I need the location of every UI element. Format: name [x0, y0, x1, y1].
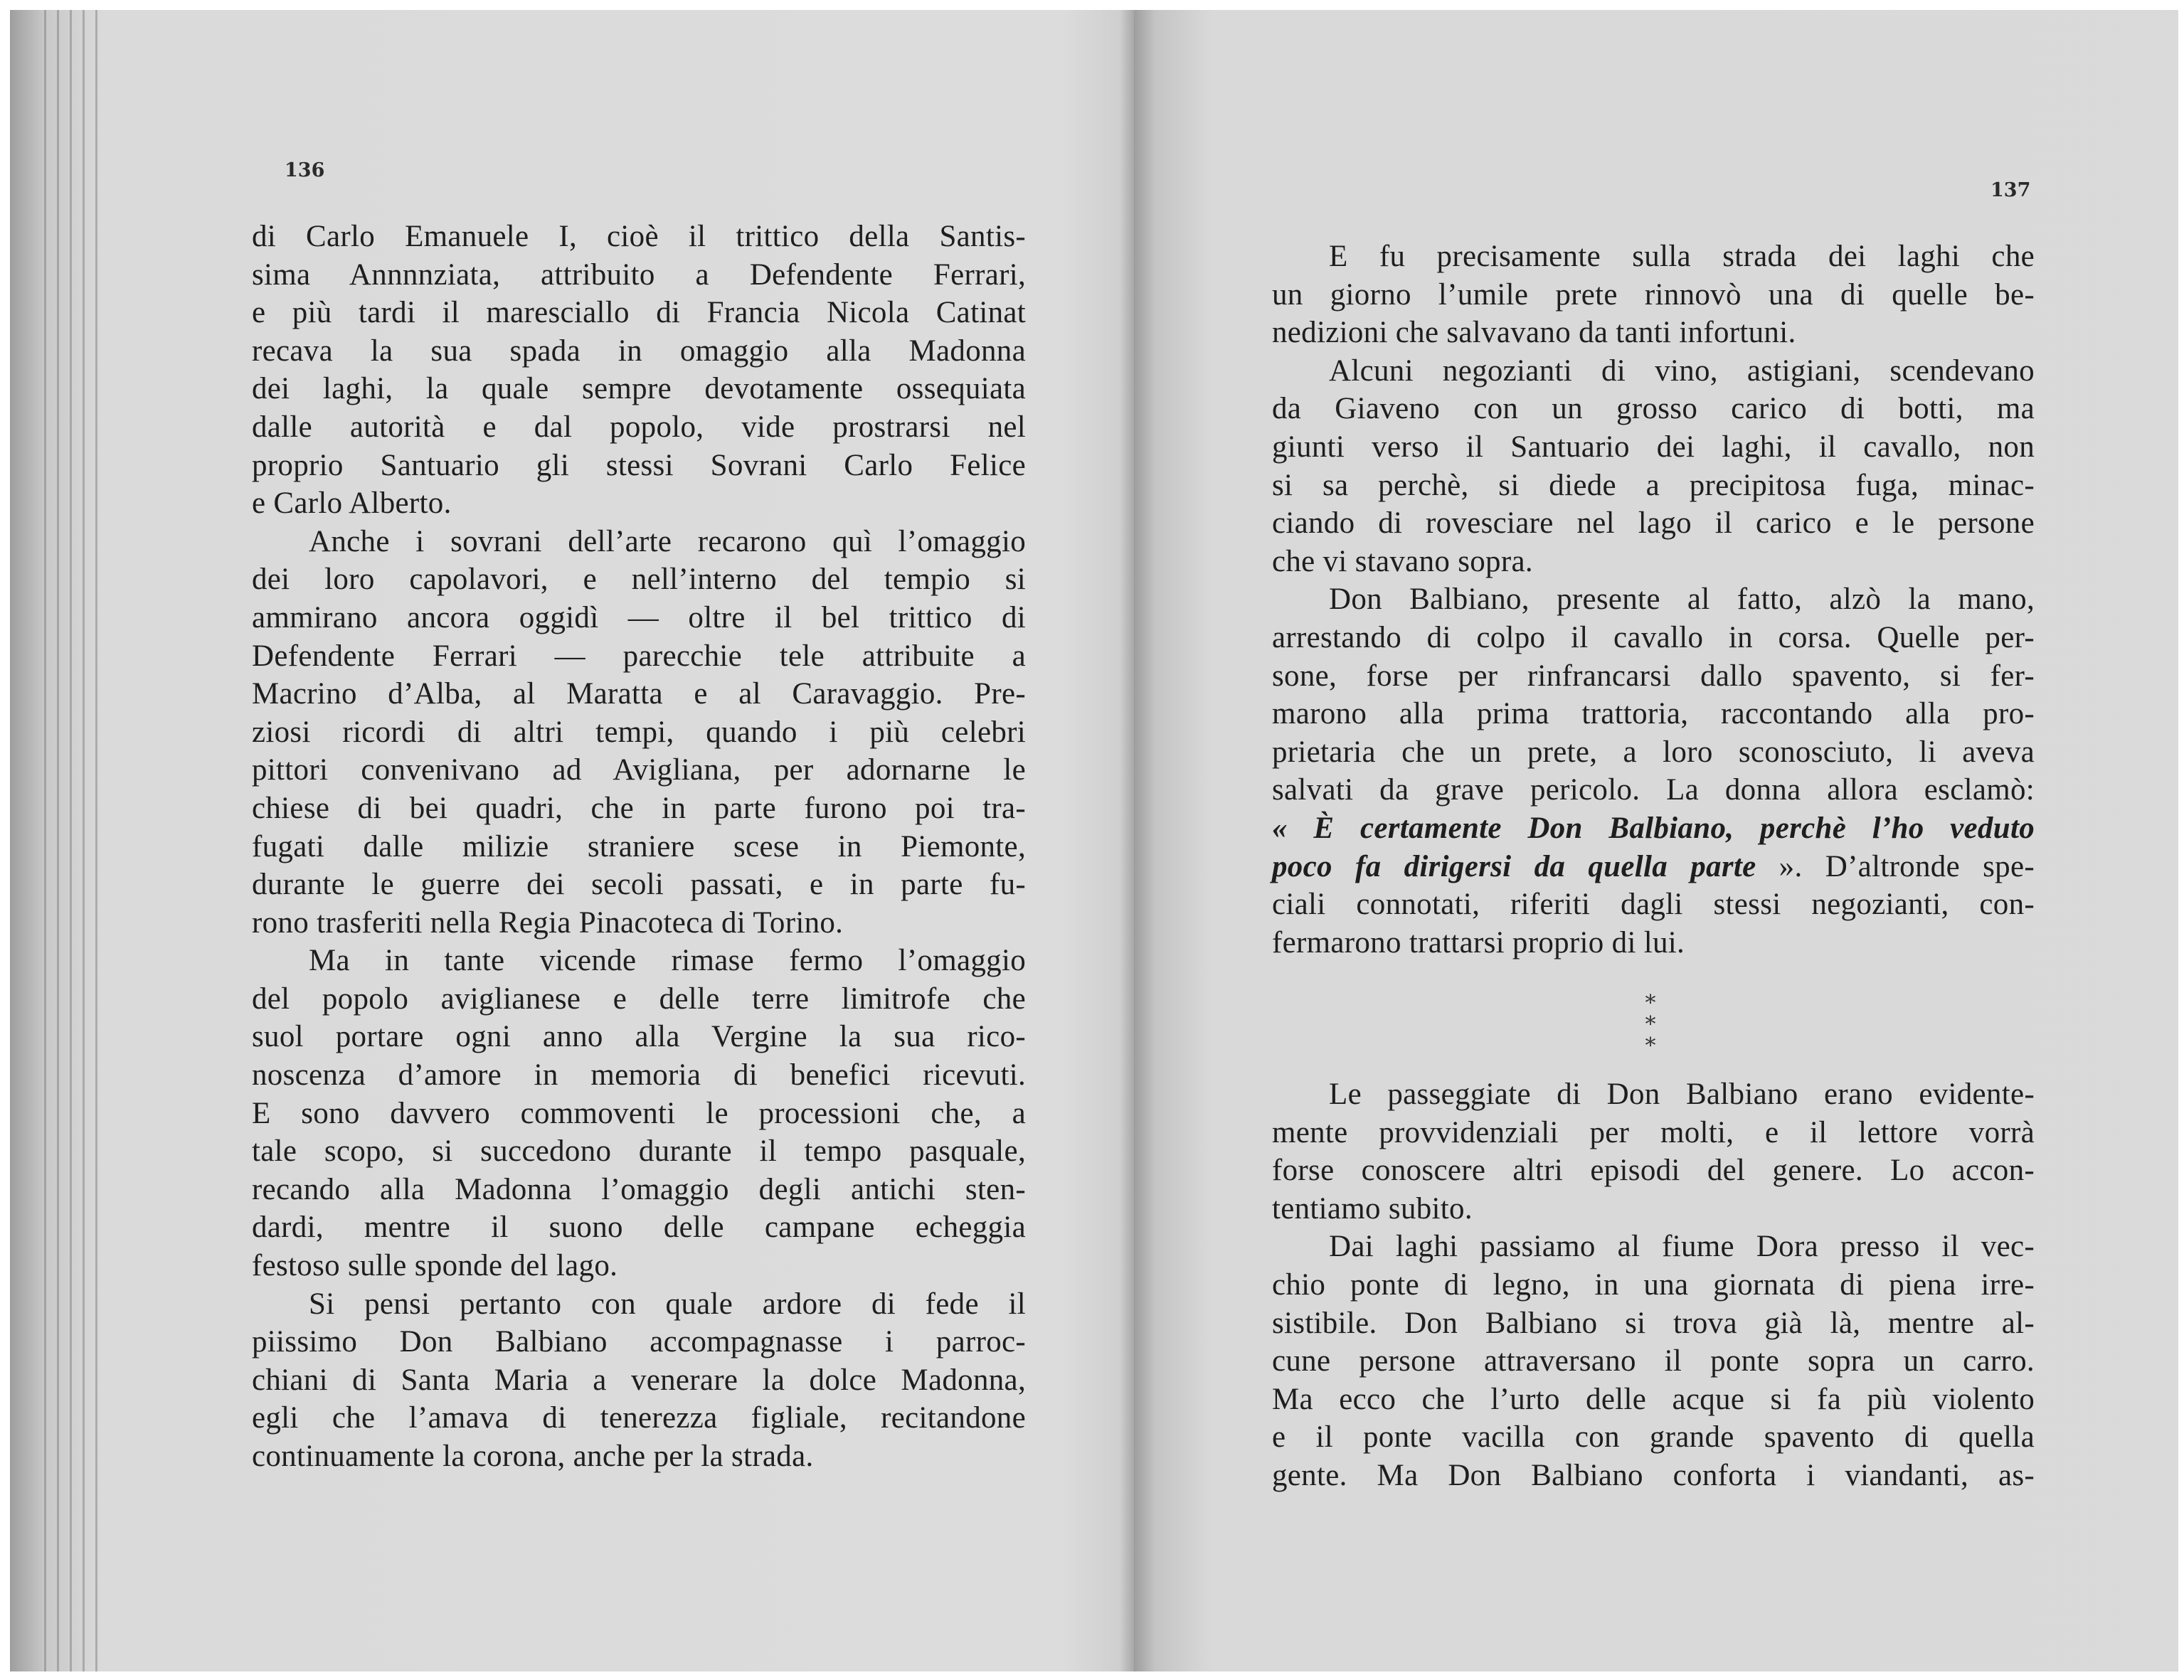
text-line: piissimo Don Balbiano accompagnasse i parroc-	[252, 1325, 1026, 1359]
text-line: chiese di bei quadri, che in parte furono poi tra-	[252, 791, 1026, 825]
text-line: tentiamo subito.	[1272, 1191, 1473, 1226]
text-line: E fu precisamente sulla strada dei laghi che	[1329, 240, 2035, 273]
text-line: Don Balbiano, presente al fatto, alzò la mano,	[1329, 583, 2035, 617]
text-line: durante le guerre dei secoli passati, e in parte fu-	[252, 868, 1026, 902]
text-line	[1272, 848, 2035, 886]
text-line: Anche i sovrani dell’arte recarono quì l’omaggio	[309, 524, 1026, 558]
text-line: un giorno l’umile prete rinnovò una di quelle be-	[1272, 277, 2035, 312]
text-line-rest: ». D’altronde spe-	[1756, 849, 2035, 883]
text-line: del popolo aviglianese e delle terre limitrofe che	[252, 982, 1026, 1016]
page-edges	[44, 10, 108, 1671]
text-line: Alcuni negozianti di vino, astigiani, scendevano	[1329, 353, 2035, 388]
text-line: dei laghi, la quale sempre devotamente ossequiata	[252, 372, 1026, 406]
text-line: fermarono trattarsi proprio di lui.	[1272, 925, 1685, 959]
text-line: Si pensi pertanto con quale ardore di fede il	[309, 1287, 1026, 1321]
text-line: chio ponte di legno, in una giornata di piena irre-	[1272, 1267, 2035, 1302]
text-line: Dai laghi passiamo al fiume Dora presso il vec-	[1329, 1230, 2035, 1264]
asterism-separator: * * *	[1645, 991, 1673, 1058]
text-line: continuamente la corona, anche per la strada.	[252, 1440, 814, 1473]
text-line: chiani di Santa Maria a venerare la dolce Madonna,	[252, 1363, 1026, 1397]
right-page-text-bottom	[1272, 1075, 2035, 1495]
text-line: « È certamente Don Balbiano, perchè l’ho veduto	[1272, 811, 2035, 845]
text-line: dalle autorità e dal popolo, vide prostrarsi nel	[252, 410, 1026, 444]
text-line: e più tardi il maresciallo di Francia Nicola Catinat	[252, 296, 1026, 330]
text-line: fugati dalle milizie straniere scese in Piemonte,	[252, 829, 1026, 863]
text-line: sima Annnnziata, attribuito a Defendente Ferrari,	[252, 257, 1026, 292]
text-line: Macrino d’Alba, al Maratta e al Caravaggio. Pre-	[252, 677, 1026, 711]
text-line: di Carlo Emanuele I, cioè il trittico della Santis-	[252, 220, 1026, 253]
text-line: Le passeggiate di Don Balbiano erano evidente-	[1329, 1078, 2035, 1111]
text-line: cune persone attraversano il ponte sopra un carro.	[1272, 1344, 2035, 1378]
left-page-number: 136	[285, 159, 325, 181]
text-line: pittori convenivano ad Avigliana, per adornarne le	[252, 753, 1026, 787]
left-page-text	[252, 218, 1026, 1476]
text-line: Defendente Ferrari — parecchie tele attribuite a	[252, 639, 1026, 673]
text-line: ciando di rovesciare nel lago il carico e le persone	[1272, 506, 2035, 541]
text-line: proprio Santuario gli stessi Sovrani Carlo Felice	[252, 448, 1026, 482]
text-line: salvati da grave pericolo. La donna allora esclamò:	[1272, 773, 2035, 807]
text-line: suol portare ogni anno alla Vergine la sua rico-	[252, 1020, 1026, 1054]
text-line: egli che l’amava di tenerezza figliale, recitandone	[252, 1401, 1026, 1435]
text-line: nedizioni che salvavano da tanti infortuni.	[1272, 316, 1796, 350]
text-line: recando alla Madonna l’omaggio degli antichi sten-	[252, 1172, 1026, 1206]
right-page-number: 137	[1990, 179, 2031, 201]
right-page-text-top	[1272, 238, 2035, 962]
text-line: ciali connotati, riferiti dagli stessi negozianti, con-	[1272, 888, 2035, 922]
text-line: ammirano ancora oggidì — oltre il bel trittico di	[252, 600, 1026, 634]
text-line: prietaria che un prete, a loro sconosciuto, li aveva	[1272, 735, 2035, 769]
text-line: e il ponte vacilla con grande spavento di quella	[1272, 1420, 2035, 1455]
text-line: dardi, mentre il suono delle campane echeggia	[252, 1211, 1026, 1245]
text-line: dei loro capolavori, e nell’interno del tempio si	[252, 563, 1026, 597]
text-line: Ma in tante vicende rimase fermo l’omaggio	[309, 944, 1026, 978]
text-line: Ma ecco che l’urto delle acque si fa più violento	[1272, 1382, 2035, 1416]
text-line: sone, forse per rinfrancarsi dallo spavento, si fer-	[1272, 659, 2035, 693]
text-line: da Giaveno con un grosso carico di botti, ma	[1272, 392, 2035, 426]
text-line: noscenza d’amore in memoria di benefici ricevuti.	[252, 1058, 1026, 1092]
text-line: recava la sua spada in omaggio alla Madonna	[252, 334, 1026, 368]
text-line: gente. Ma Don Balbiano conforta i viandanti, as-	[1272, 1458, 2035, 1492]
italic-quote: poco fa dirigersi da quella parte	[1272, 849, 1756, 883]
text-line: mente provvidenziali per molti, e il lettore vorrà	[1272, 1115, 2035, 1149]
text-line: rono trasferiti nella Regia Pinacoteca di Torino.	[252, 905, 844, 940]
text-line: forse conoscere altri episodi del genere. Lo accon-	[1272, 1154, 2035, 1188]
text-line: giunti verso il Santuario dei laghi, il cavallo, non	[1272, 430, 2035, 464]
text-line: arrestando di colpo il cavallo in corsa. Quelle per-	[1272, 620, 2035, 654]
text-line: festoso sulle sponde del lago.	[252, 1249, 618, 1283]
text-line: marono alla prima trattoria, raccontando alla pro-	[1272, 697, 2035, 731]
left-page	[10, 10, 1134, 1671]
text-line: e Carlo Alberto.	[252, 487, 452, 521]
text-line: che vi stavano sopra.	[1272, 544, 1533, 578]
text-line: ziosi ricordi di altri tempi, quando i più celebri	[252, 715, 1026, 749]
text-line: si sa perchè, si diede a precipitosa fuga, minac-	[1272, 468, 2035, 502]
text-line: E sono davvero commoventi le processioni che, a	[252, 1096, 1026, 1130]
open-book	[10, 10, 2178, 1671]
text-line: sistibile. Don Balbiano si trova già là, mentre al-	[1272, 1306, 2035, 1340]
right-page	[1134, 10, 2178, 1671]
text-line: tale scopo, si succedono durante il tempo pasquale,	[252, 1134, 1026, 1169]
